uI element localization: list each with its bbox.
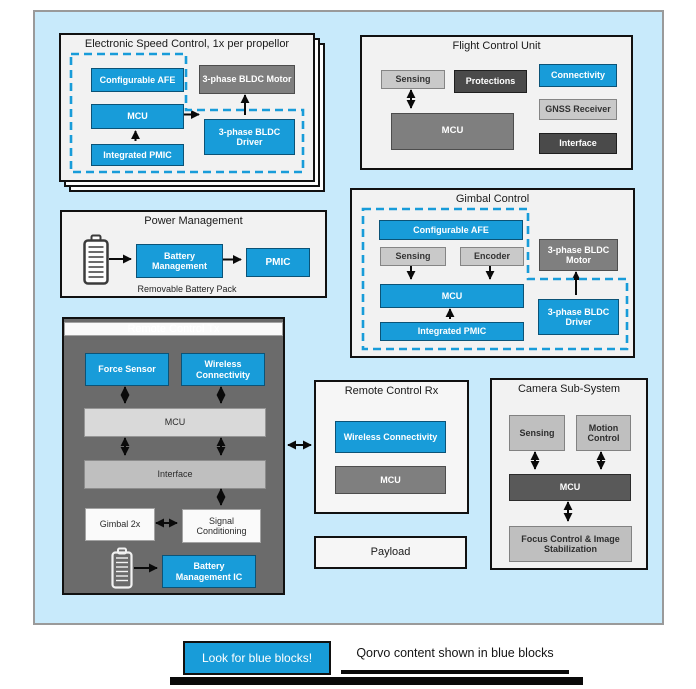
legend-note: Qorvo content shown in blue blocks xyxy=(356,646,554,660)
gimbal-container xyxy=(350,188,635,358)
rc-tx-title: Remote Control Tx xyxy=(64,322,283,336)
gimbal-integrated-pmic-block: Integrated PMIC xyxy=(380,322,524,341)
payload-container xyxy=(314,536,467,569)
battery-stripes xyxy=(116,558,128,581)
fcu-connectivity-block: Connectivity xyxy=(539,64,617,87)
camera-container xyxy=(490,378,648,570)
fcu-interface-block: Interface xyxy=(539,133,617,154)
battery-stripes xyxy=(89,247,104,277)
legend-badge: Look for blue blocks! xyxy=(183,641,331,675)
gimbal-configurable-afe-block: Configurable AFE xyxy=(379,220,523,240)
payload-title: Payload xyxy=(370,546,411,558)
battery-management-ic-block: Battery Management IC xyxy=(162,555,256,588)
legend-underline xyxy=(341,670,569,674)
camera-sensing-block: Sensing xyxy=(509,415,565,451)
motion-control-block: Motion Control xyxy=(576,415,631,451)
power-management-title: Power Management xyxy=(144,215,243,227)
battery-icon xyxy=(83,234,109,286)
esc-title: Electronic Speed Control, 1x per propellor xyxy=(84,38,290,50)
rc-rx-title: Remote Control Rx xyxy=(344,385,439,397)
gimbal-bldc-driver-block: 3-phase BLDC Driver xyxy=(538,299,619,335)
rc-rx-container xyxy=(314,380,469,514)
tx-wireless-connectivity-block: Wireless Connectivity xyxy=(181,353,265,386)
rx-wireless-connectivity-block: Wireless Connectivity xyxy=(335,421,446,453)
gimbal-mcu-block: MCU xyxy=(380,284,524,308)
power-pmic-block: PMIC xyxy=(246,248,310,277)
fcu-mcu-block: MCU xyxy=(391,113,514,150)
camera-mcu-block: MCU xyxy=(509,474,631,501)
power-management-container xyxy=(60,210,327,298)
esc-bldc-motor-block: 3-phase BLDC Motor xyxy=(199,65,295,94)
rc-tx-container xyxy=(62,317,285,595)
gimbal-encoder-block: Encoder xyxy=(460,247,524,266)
signal-conditioning-block: Signal Conditioning xyxy=(182,509,261,543)
rx-mcu-block: MCU xyxy=(335,466,446,494)
fcu-sensing-block: Sensing xyxy=(381,70,445,89)
esc-configurable-afe-block: Configurable AFE xyxy=(91,68,184,92)
force-sensor-block: Force Sensor xyxy=(85,353,169,386)
tx-interface-block: Interface xyxy=(84,460,266,489)
fcu-title: Flight Control Unit xyxy=(452,40,541,52)
fcu-protections-block: Protections xyxy=(454,70,527,93)
battery-management-block: Battery Management xyxy=(136,244,223,278)
camera-title: Camera Sub-System xyxy=(517,383,621,395)
esc-bldc-driver-block: 3-phase BLDC Driver xyxy=(204,119,295,155)
gimbal-2x-block: Gimbal 2x xyxy=(85,508,155,541)
gimbal-title: Gimbal Control xyxy=(455,193,530,205)
bottom-bar xyxy=(170,677,583,685)
esc-integrated-pmic-block: Integrated PMIC xyxy=(91,144,184,166)
fcu-container xyxy=(360,35,633,170)
removable-battery-caption: Removable Battery Pack xyxy=(137,284,237,294)
gimbal-bldc-motor-block: 3-phase BLDC Motor xyxy=(539,239,618,271)
focus-control-block: Focus Control & Image Stabilization xyxy=(509,526,632,562)
esc-container xyxy=(59,33,315,182)
esc-mcu-block: MCU xyxy=(91,104,184,129)
gimbal-sensing-block: Sensing xyxy=(380,247,446,266)
battery-icon xyxy=(111,547,133,589)
fcu-gnss-receiver-block: GNSS Receiver xyxy=(539,99,617,120)
tx-mcu-block: MCU xyxy=(84,408,266,437)
